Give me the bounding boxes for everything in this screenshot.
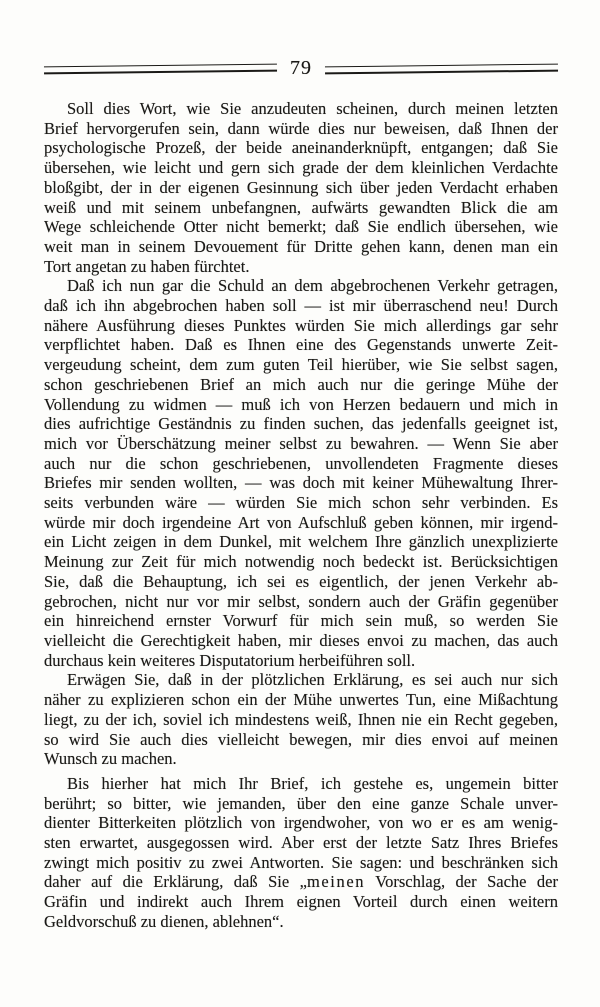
text-segment: Vorschlag, der Sache der bbox=[365, 872, 559, 892]
text-segment: durchaus kein weiteres Disputatorium herbeiführen soll. bbox=[44, 650, 416, 670]
text-line bbox=[44, 774, 558, 794]
text-segment: auch nur die schon geschriebenen, unvollendeten Fragmente dieses bbox=[44, 453, 558, 473]
text-line bbox=[44, 892, 558, 912]
text-line bbox=[44, 237, 558, 257]
text-line bbox=[44, 217, 558, 237]
text-segment: Meinung zur Zeit für mich notwendig noch bedeckt ist. Berücksichtigen bbox=[44, 552, 558, 572]
text-line bbox=[44, 454, 558, 474]
text-line bbox=[44, 178, 558, 198]
text-line bbox=[44, 198, 558, 218]
text-line bbox=[44, 670, 558, 690]
text-segment: Wunsch zu machen. bbox=[44, 749, 177, 769]
text-segment: verpflichtet haben. Daß es Ihnen eine des Gegenstands unwerte Zeit- bbox=[44, 335, 558, 355]
header-rule-right bbox=[325, 64, 558, 75]
text-line bbox=[44, 414, 558, 434]
text-segment: Geldvorschuß zu dienen, ablehnen“. bbox=[44, 911, 284, 931]
text-segment: Wege schleichende Otter nicht bemerkt; daß Sie endlich übersehen, wie bbox=[44, 217, 558, 237]
text-line bbox=[44, 493, 558, 513]
text-segment: zwingt mich positiv zu zwei Antworten. Sie sagen: und beschränken sich bbox=[44, 852, 558, 872]
text-segment: daher auf die Erklärung, daß Sie „ bbox=[44, 872, 307, 892]
text-line bbox=[44, 158, 558, 178]
text-segment: dies aufrichtige Geständnis zu finden suchen, das jedenfalls geeignet ist, bbox=[44, 414, 558, 434]
paragraph bbox=[44, 99, 558, 276]
text-segment: Tort angetan zu haben fürchtet. bbox=[44, 256, 250, 276]
text-line bbox=[44, 99, 558, 119]
text-segment: ein Licht zeigen in dem Dunkel, mit welchem Ihre gänzlich unexplizierte bbox=[44, 532, 558, 552]
text-segment: berührt; so bitter, wie jemanden, über den eine ganze Schale unver- bbox=[44, 793, 558, 813]
text-line bbox=[44, 794, 558, 814]
text-segment: übersehen, wie leicht und gern sich grade der dem kleinlichen Verdachte bbox=[44, 158, 558, 178]
text-line bbox=[44, 572, 558, 592]
text-line bbox=[44, 730, 558, 750]
paragraph bbox=[44, 276, 558, 670]
text-line bbox=[44, 375, 558, 395]
text-segment: vielleicht die Gerechtigkeit haben, mir dieses envoi zu machen, das auch bbox=[44, 630, 558, 650]
text-segment: bloßgibt, der in der eigenen Gesinnung sich über jeden Verdacht erhaben bbox=[44, 177, 558, 197]
paragraph bbox=[44, 774, 558, 932]
text-segment: nähere Ausführung dieses Punktes würden Sie mich allerdings gar sehr bbox=[44, 315, 558, 335]
text-line bbox=[44, 513, 558, 533]
text-segment: weit man in seinem Devouement für Dritte gehen kann, denen man ein bbox=[44, 236, 558, 256]
text-segment: ein hinreichend ernster Vorwurf für mich sein muß, so werden Sie bbox=[44, 611, 558, 631]
text-segment: weiß und mit seinem unbefangnen, aufwärts gewandten Blick die am bbox=[44, 197, 558, 217]
text-line bbox=[44, 552, 558, 572]
text-line bbox=[44, 257, 558, 277]
emphasized-text: meinen bbox=[306, 872, 366, 892]
text-line bbox=[44, 631, 558, 651]
text-line bbox=[44, 532, 558, 552]
text-block bbox=[44, 99, 558, 932]
text-segment: so wird Sie auch dies vielleicht bewegen, mir dies envoi auf meinen bbox=[44, 729, 558, 749]
text-line bbox=[44, 138, 558, 158]
text-segment: Soll dies Wort, wie Sie anzudeuten scheinen, durch meinen letzten bbox=[67, 99, 558, 118]
text-segment: mich vor Überschätzung meiner selbst zu bewahren. — Wenn Sie aber bbox=[44, 433, 558, 453]
text-line bbox=[44, 651, 558, 671]
page-header bbox=[44, 58, 558, 80]
page-number: 79 bbox=[290, 57, 312, 79]
text-segment: gebrochen, nicht nur vor mir selbst, sondern auch der Gräfin gegenüber bbox=[44, 591, 558, 611]
text-segment: sten erwartet, ausgegossen wird. Aber erst der letzte Satz Ihres Briefes bbox=[44, 833, 558, 853]
text-segment: Erwägen Sie, daß in der plötzlichen Erklärung, es sei auch nur sich bbox=[67, 670, 558, 690]
text-line bbox=[44, 853, 558, 873]
text-segment: würde mir doch irgendeine Art von Aufschluß geben können, mir irgend- bbox=[44, 512, 558, 532]
text-segment: Vollendung zu widmen — muß ich von Herzen bedauern und mich in bbox=[44, 394, 558, 414]
text-segment: Briefes mir senden wollten, — was doch mit keiner Mühewaltung Ihrer- bbox=[44, 473, 558, 493]
text-segment: vergeudung scheint, dem zum guten Teil hierüber, wie Sie selbst sagen, bbox=[44, 355, 558, 375]
text-line bbox=[44, 119, 558, 139]
text-segment: seits verbunden wäre — würden Sie mich schon sehr verbinden. Es bbox=[44, 493, 558, 513]
text-segment: schon geschriebenen Brief an mich auch nur die geringe Mühe der bbox=[44, 374, 558, 394]
text-line bbox=[44, 813, 558, 833]
text-line bbox=[44, 749, 558, 769]
text-line bbox=[44, 872, 558, 892]
text-segment: Sie, daß die Behauptung, ich sei es eigentlich, der jenen Verkehr ab- bbox=[44, 571, 558, 591]
text-line bbox=[44, 592, 558, 612]
text-segment: liegt, zu der ich, soviel ich mindestens weiß, Ihnen nie ein Recht gegeben, bbox=[44, 709, 558, 729]
text-line bbox=[44, 395, 558, 415]
text-segment: dienter Bitterkeiten plötzlich von irgendwoher, von wo er es am wenig- bbox=[44, 813, 558, 833]
text-segment: Daß ich nun gar die Schuld an dem abgebrochenen Verkehr getragen, bbox=[67, 276, 558, 296]
paragraph bbox=[44, 670, 558, 769]
text-line bbox=[44, 276, 558, 296]
text-line bbox=[44, 833, 558, 853]
text-segment: Bis hierher hat mich Ihr Brief, ich gestehe es, ungemein bitter bbox=[67, 773, 558, 793]
text-line bbox=[44, 710, 558, 730]
text-segment: daß ich ihn abgebrochen haben soll — ist mir überraschend neu! Durch bbox=[44, 296, 558, 316]
text-line bbox=[44, 335, 558, 355]
text-segment: psychologische Prozeß, der beide aneinanderknüpft, entgangen; daß Sie bbox=[44, 138, 558, 158]
text-line bbox=[44, 355, 558, 375]
text-line bbox=[44, 473, 558, 493]
header-rule-left bbox=[44, 64, 277, 75]
text-segment: näher zu explizieren schon ein der Mühe unwertes Tun, eine Mißachtung bbox=[44, 690, 558, 710]
text-line bbox=[44, 316, 558, 336]
text-line bbox=[44, 296, 558, 316]
text-line bbox=[44, 690, 558, 710]
text-line bbox=[44, 434, 558, 454]
text-line bbox=[44, 912, 558, 932]
text-line bbox=[44, 611, 558, 631]
text-segment: Gräfin und indirekt auch Ihrem eignen Vorteil durch einen weitern bbox=[44, 892, 558, 912]
text-segment: Brief hervorgerufen sein, dann würde dies nur beweisen, daß Ihnen der bbox=[44, 118, 558, 138]
